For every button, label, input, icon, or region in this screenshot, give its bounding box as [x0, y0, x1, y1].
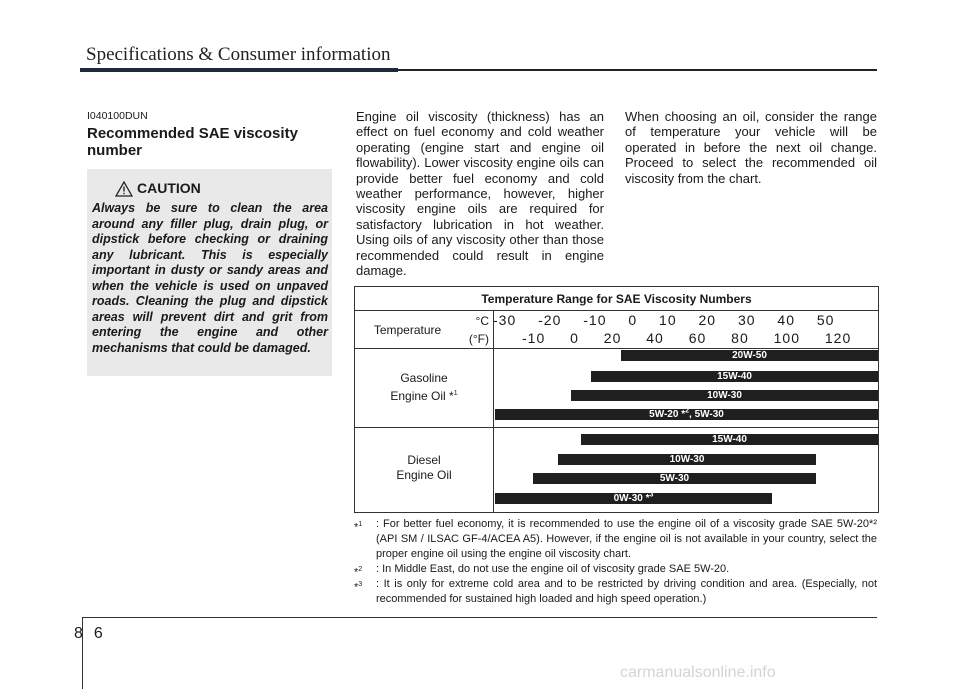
caution-text: Always be sure to clean the area around any filler plug, drain plug, or dipstick before checking or draining any lubricant. This is especially important in dusty or sandy areas and when the vehicle is used on unpaved roads. Cleaning the plug and dipstick areas will prevent dirt and grit from entering the engine and other mechanisms that could be damaged.	[92, 201, 328, 355]
body-column-2: Engine oil viscosity (thickness) has an effect on fuel economy and cold weather operating (engine start and engine oil flowability). Lower viscosity engine oils can provide better fuel economy and cold weather performance, however, higher viscosity engine oils are required for satisfactory lubrication in hot weather. Using oils of any viscosity other than those recommended could result in engine damage.	[356, 109, 604, 279]
diesel-label-line1: Diesel	[407, 453, 441, 467]
temperature-label: Temperature	[373, 323, 442, 337]
footnote	[354, 517, 877, 562]
caution-box	[87, 169, 332, 376]
celsius-tick-label: -30 -20 -10 0 10 20 30 40 50	[493, 312, 835, 328]
caution-title: CAUTION	[137, 180, 201, 196]
bar-label: 15W-40	[717, 371, 752, 382]
bar-label-sup: 2	[685, 407, 690, 415]
page-header-title: Specifications & Consumer information	[86, 44, 391, 65]
footnote	[354, 577, 877, 607]
chart-divider	[355, 310, 878, 311]
bar-label: 5W-30	[659, 473, 690, 484]
bar-label: 10W-30	[707, 390, 742, 401]
bar-diesel-15w-40	[581, 434, 878, 445]
celsius-ticks	[493, 312, 878, 328]
footnote-marker: *$^3$	[354, 581, 363, 594]
diesel-label-line2: Engine Oil	[396, 468, 452, 482]
footnote-text: : In Middle East, do not use the engine oil of viscosity grade SAE 5W-20.	[376, 563, 730, 575]
footnote-marker: *$^2$	[354, 566, 363, 579]
section-heading: Recommended SAE viscosity number	[87, 125, 298, 159]
body-column-3: When choosing an oil, consider the range of temperature your vehicle will be operated in before the next oil change. Proceed to select the recommended oil viscosity from the chart.	[625, 109, 877, 186]
section-code: I040100DUN	[87, 110, 148, 122]
header-rule	[398, 69, 877, 71]
bar-5w-20-5w-30	[495, 409, 878, 420]
bar-label: 20W-50	[732, 350, 767, 361]
gasoline-label	[365, 371, 483, 404]
gasoline-label-line2: Engine Oil *	[390, 389, 454, 403]
footer-rule	[82, 617, 877, 618]
chart-title: Temperature Range for SAE Viscosity Numbers	[481, 292, 752, 306]
diesel-label	[365, 453, 483, 483]
watermark: carmanualsonline.info	[620, 664, 776, 681]
bar-label: 0W-30 *	[613, 493, 650, 504]
fahrenheit-unit: (°F)	[468, 332, 489, 346]
footnotes	[354, 517, 877, 607]
bar-label-sup: 3	[649, 491, 654, 499]
chart-divider	[355, 427, 878, 428]
viscosity-chart	[354, 286, 879, 513]
footnote-text: : It is only for extreme cold area and to be restricted by driving condition and area. (Especially, not recommended for sustained high loaded and high speed operation.)	[376, 578, 877, 605]
celsius-unit: °C	[475, 314, 489, 328]
footnote	[354, 562, 877, 577]
header-rule-dark	[80, 68, 398, 72]
bar-label: 5W-20 *	[649, 409, 686, 420]
chart-divider	[355, 348, 878, 349]
chart-column-divider	[493, 310, 494, 512]
bar-20w-50	[621, 350, 878, 361]
bar-label: 10W-30	[669, 454, 705, 465]
footnote-text: : For better fuel economy, it is recommended to use the engine oil of a viscosity grade SAE 5W-20*² (API SM / ILSAC GF-4/ACEA A5). However, if the engine oil is not available in your country, select the proper engine oil using the engine oil viscosity chart.	[376, 518, 877, 560]
bar-diesel-10w-30	[558, 454, 816, 465]
bar-15w-40	[591, 371, 878, 382]
warning-triangle-icon	[115, 181, 133, 197]
gasoline-label-sup: 1	[453, 390, 458, 397]
page-number: 86	[74, 625, 114, 642]
fahrenheit-tick-label: -10 0 20 40 60 80 100 120	[522, 330, 852, 346]
bar-10w-30	[571, 390, 878, 401]
fahrenheit-ticks	[522, 330, 878, 346]
bar-label-suffix: , 5W-30	[689, 409, 724, 420]
bar-diesel-0w-30	[495, 493, 772, 504]
gasoline-label-line1: Gasoline	[400, 371, 448, 385]
bar-label: 15W-40	[712, 434, 747, 445]
footnote-marker: *$^1$	[354, 521, 363, 534]
bar-diesel-5w-30	[533, 473, 816, 484]
